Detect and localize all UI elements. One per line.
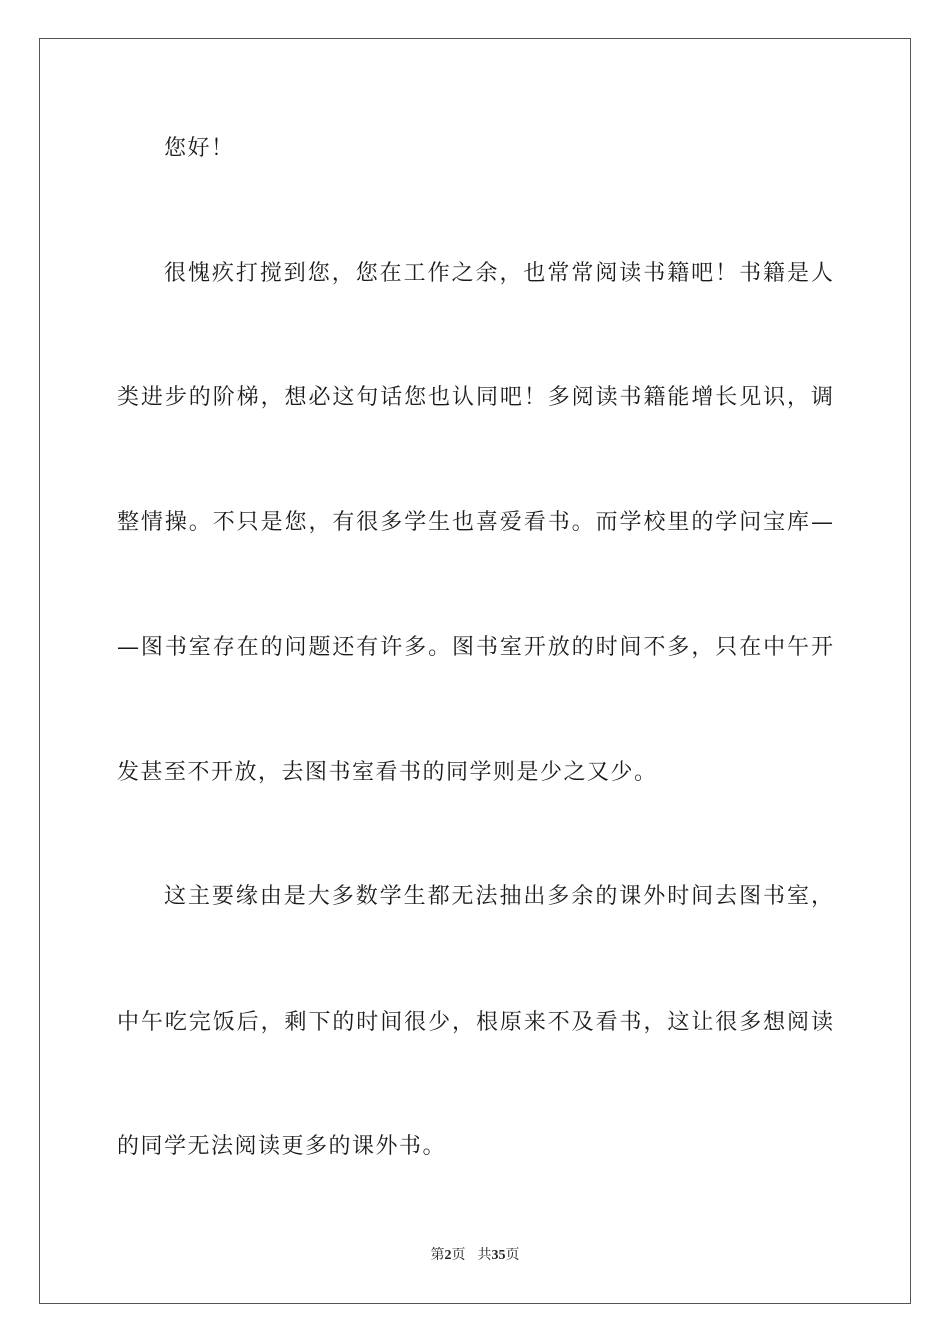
paragraph-1-line-2: 类进步的阶梯，想必这句话您也认同吧！多阅读书籍能增长见识，调	[117, 385, 833, 410]
page-number: 2	[444, 1248, 452, 1263]
page-border	[39, 38, 911, 1304]
total-prefix: 共	[477, 1248, 492, 1263]
paragraph-1-line-5: 发甚至不开放，去图书室看书的同学则是少之又少。	[117, 760, 658, 785]
paragraph-2-line-1: 这主要缘由是大多数学生都无法抽出多余的课外时间去图书室，	[164, 884, 833, 909]
paragraph-1-line-4: —图书室存在的问题还有许多。图书室开放的时间不多，只在中午开	[117, 635, 833, 660]
paragraph-1-line-1: 很愧疚打搅到您，您在工作之余，也常常阅读书籍吧！书籍是人	[164, 261, 833, 286]
paragraph-2-line-3: 的同学无法阅读更多的课外书。	[117, 1134, 447, 1159]
page-footer	[0, 1247, 950, 1265]
greeting-line: 您好！	[164, 136, 235, 161]
page-suffix: 页	[451, 1248, 466, 1263]
paragraph-1-line-3: 整情操。不只是您，有很多学生也喜爱看书。而学校里的学问宝库—	[117, 510, 833, 535]
total-suffix: 页	[505, 1248, 520, 1263]
paragraph-2-line-2: 中午吃完饭后，剩下的时间很少，根原来不及看书，这让很多想阅读	[117, 1010, 833, 1035]
page-prefix: 第	[430, 1248, 445, 1263]
total-pages: 35	[491, 1248, 506, 1263]
